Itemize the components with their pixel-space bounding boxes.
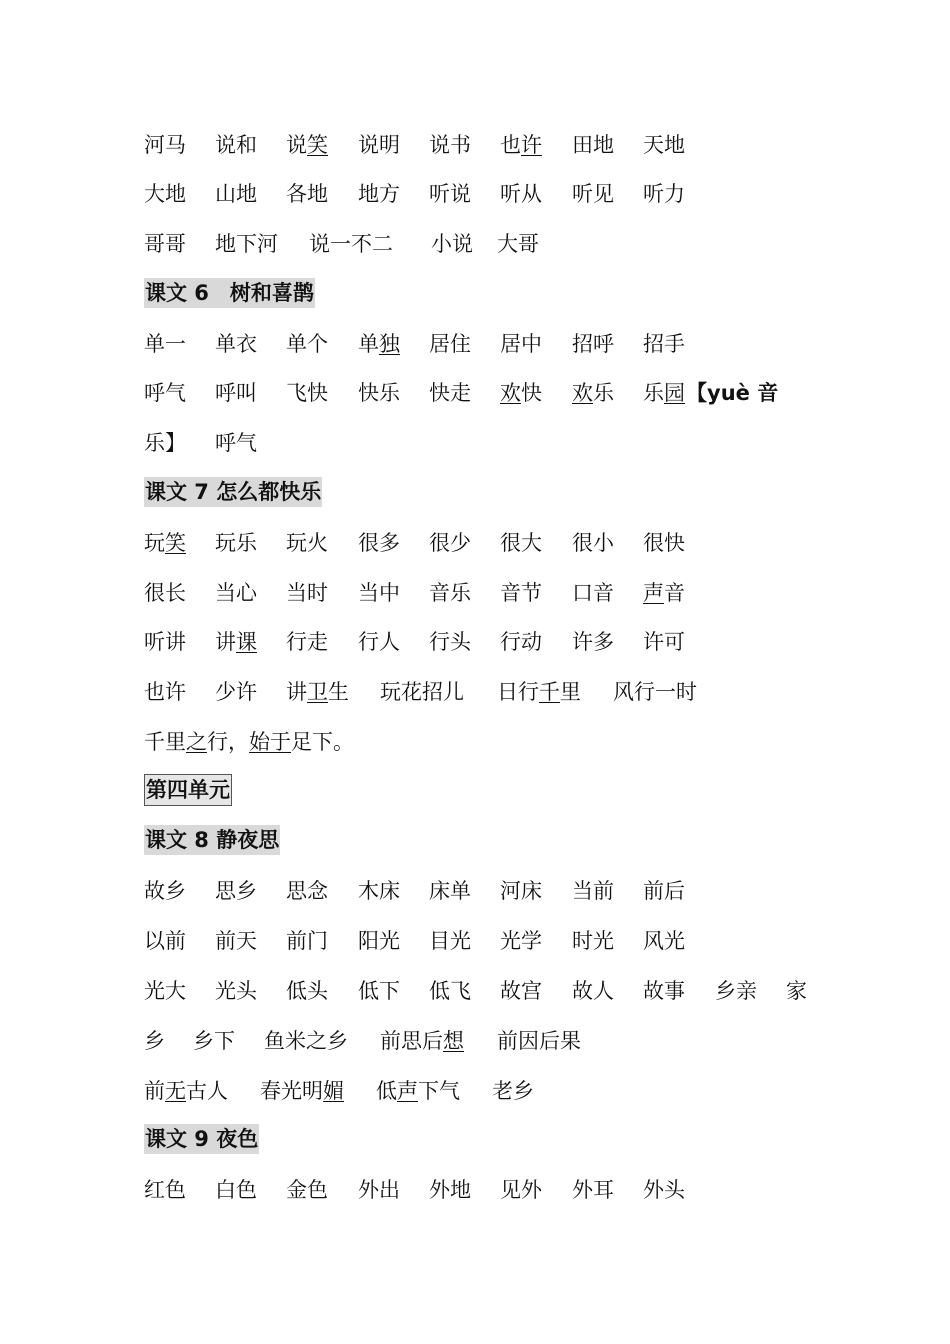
word: 河马 [144, 133, 186, 157]
word: 外地 [429, 1178, 471, 1202]
word: 音乐 [429, 581, 471, 605]
word: 口音 [572, 581, 614, 605]
word: 听从 [500, 182, 542, 206]
word: 说一不二 [309, 232, 393, 256]
word: 听见 [572, 182, 614, 206]
lesson-title: 课文 8 静夜思 [144, 825, 280, 855]
word: 家 [786, 979, 807, 1003]
word: 单衣 [215, 332, 257, 356]
word: 听讲 [144, 630, 186, 654]
word: 故乡 [144, 879, 186, 903]
word: 地方 [358, 182, 400, 206]
word: 单独 [358, 332, 400, 356]
word: 大地 [144, 182, 186, 206]
word: 听力 [643, 182, 685, 206]
word: 也许 [144, 680, 186, 704]
word: 低声下气 [376, 1079, 460, 1103]
word: 很长 [144, 581, 186, 605]
word: 声音 [643, 581, 685, 605]
word: 时光 [572, 929, 614, 953]
word: 乡 [144, 1029, 165, 1053]
word: 听说 [429, 182, 471, 206]
word: 很快 [643, 531, 685, 555]
word: 快走 [429, 381, 471, 405]
word: 春光明媚 [260, 1079, 344, 1103]
word: 欢乐 [572, 381, 614, 405]
word: 各地 [286, 182, 328, 206]
lesson-title: 课文 7 怎么都快乐 [144, 477, 322, 507]
word: 讲课 [215, 630, 257, 654]
word: 当前 [572, 879, 614, 903]
word: 居住 [429, 332, 471, 356]
word: 招手 [643, 332, 685, 356]
word: 前无古人 [144, 1079, 228, 1103]
word: 田地 [572, 133, 614, 157]
lesson-heading [144, 278, 315, 308]
word: 玩乐 [215, 531, 257, 555]
word: 招呼 [572, 332, 614, 356]
word: 外头 [643, 1178, 685, 1202]
word: 大哥 [497, 232, 539, 256]
word: 目光 [429, 929, 471, 953]
word: 说明 [358, 133, 400, 157]
word: 音节 [500, 581, 542, 605]
lesson-heading [144, 477, 322, 507]
word: 少许 [215, 680, 257, 704]
word: 金色 [286, 1178, 328, 1202]
word: 欢快 [500, 381, 542, 405]
word: 前天 [215, 929, 257, 953]
word: 外出 [358, 1178, 400, 1202]
word: 当心 [215, 581, 257, 605]
word: 小说 [431, 232, 473, 256]
word: 思念 [286, 879, 328, 903]
word: 外耳 [572, 1178, 614, 1202]
word: 很少 [429, 531, 471, 555]
word: 前门 [286, 929, 328, 953]
word: 木床 [358, 879, 400, 903]
word: 讲卫生 [286, 680, 349, 704]
word: 前思后想 [380, 1029, 464, 1053]
word: 风光 [643, 929, 685, 953]
lesson-heading [144, 825, 280, 855]
unit-heading: 第四单元 [144, 774, 232, 806]
word: 乐园 [643, 381, 685, 405]
word: 风行一时 [613, 680, 697, 704]
word: 说书 [429, 133, 471, 157]
word: 玩花招儿 [380, 680, 464, 704]
word: 说笑 [286, 133, 328, 157]
word: 乡下 [193, 1029, 235, 1053]
word: 光大 [144, 979, 186, 1003]
lesson-title: 课文 9 夜色 [144, 1124, 259, 1154]
word: 天地 [643, 133, 685, 157]
word: 故宫 [500, 979, 542, 1003]
word: 单个 [286, 332, 328, 356]
word: 日行千里 [497, 680, 581, 704]
word: 光学 [500, 929, 542, 953]
proverb: 千里之行，始于足下。 [144, 730, 354, 754]
word: 前因后果 [497, 1029, 581, 1053]
word: 许可 [643, 630, 685, 654]
word: 呼叫 [215, 381, 257, 405]
word: 行动 [500, 630, 542, 654]
word: 低下 [358, 979, 400, 1003]
word: 当时 [286, 581, 328, 605]
word: 许多 [572, 630, 614, 654]
word: 很大 [500, 531, 542, 555]
word: 故事 [643, 979, 685, 1003]
word: 光头 [215, 979, 257, 1003]
word: 地下河 [215, 232, 278, 256]
word: 说和 [215, 133, 257, 157]
pinyin-note: 【yuè 音 [686, 381, 779, 405]
word: 老乡 [492, 1079, 534, 1103]
word: 山地 [215, 182, 257, 206]
word: 红色 [144, 1178, 186, 1202]
word: 故人 [572, 979, 614, 1003]
word: 居中 [500, 332, 542, 356]
word: 很小 [572, 531, 614, 555]
word: 白色 [215, 1178, 257, 1202]
word: 行头 [429, 630, 471, 654]
word: 玩火 [286, 531, 328, 555]
word: 床单 [429, 879, 471, 903]
word: 呼气 [144, 381, 186, 405]
word: 快乐 [358, 381, 400, 405]
word: 河床 [500, 879, 542, 903]
word: 飞快 [286, 381, 328, 405]
word: 前后 [643, 879, 685, 903]
word: 以前 [144, 929, 186, 953]
word: 乡亲 [715, 979, 757, 1003]
word: 乐】 [144, 431, 186, 455]
word: 鱼米之乡 [264, 1029, 348, 1053]
word: 呼气 [215, 431, 257, 455]
lesson-title: 课文 6 树和喜鹊 [144, 278, 315, 308]
word: 单一 [144, 332, 186, 356]
word: 见外 [500, 1178, 542, 1202]
word: 低头 [286, 979, 328, 1003]
word: 也许 [500, 133, 542, 157]
word: 行走 [286, 630, 328, 654]
lesson-heading [144, 1124, 259, 1154]
word: 阳光 [358, 929, 400, 953]
word: 思乡 [215, 879, 257, 903]
word: 很多 [358, 531, 400, 555]
word: 当中 [358, 581, 400, 605]
word: 哥哥 [144, 232, 186, 256]
word: 玩笑 [144, 531, 186, 555]
word: 低飞 [429, 979, 471, 1003]
word: 行人 [358, 630, 400, 654]
